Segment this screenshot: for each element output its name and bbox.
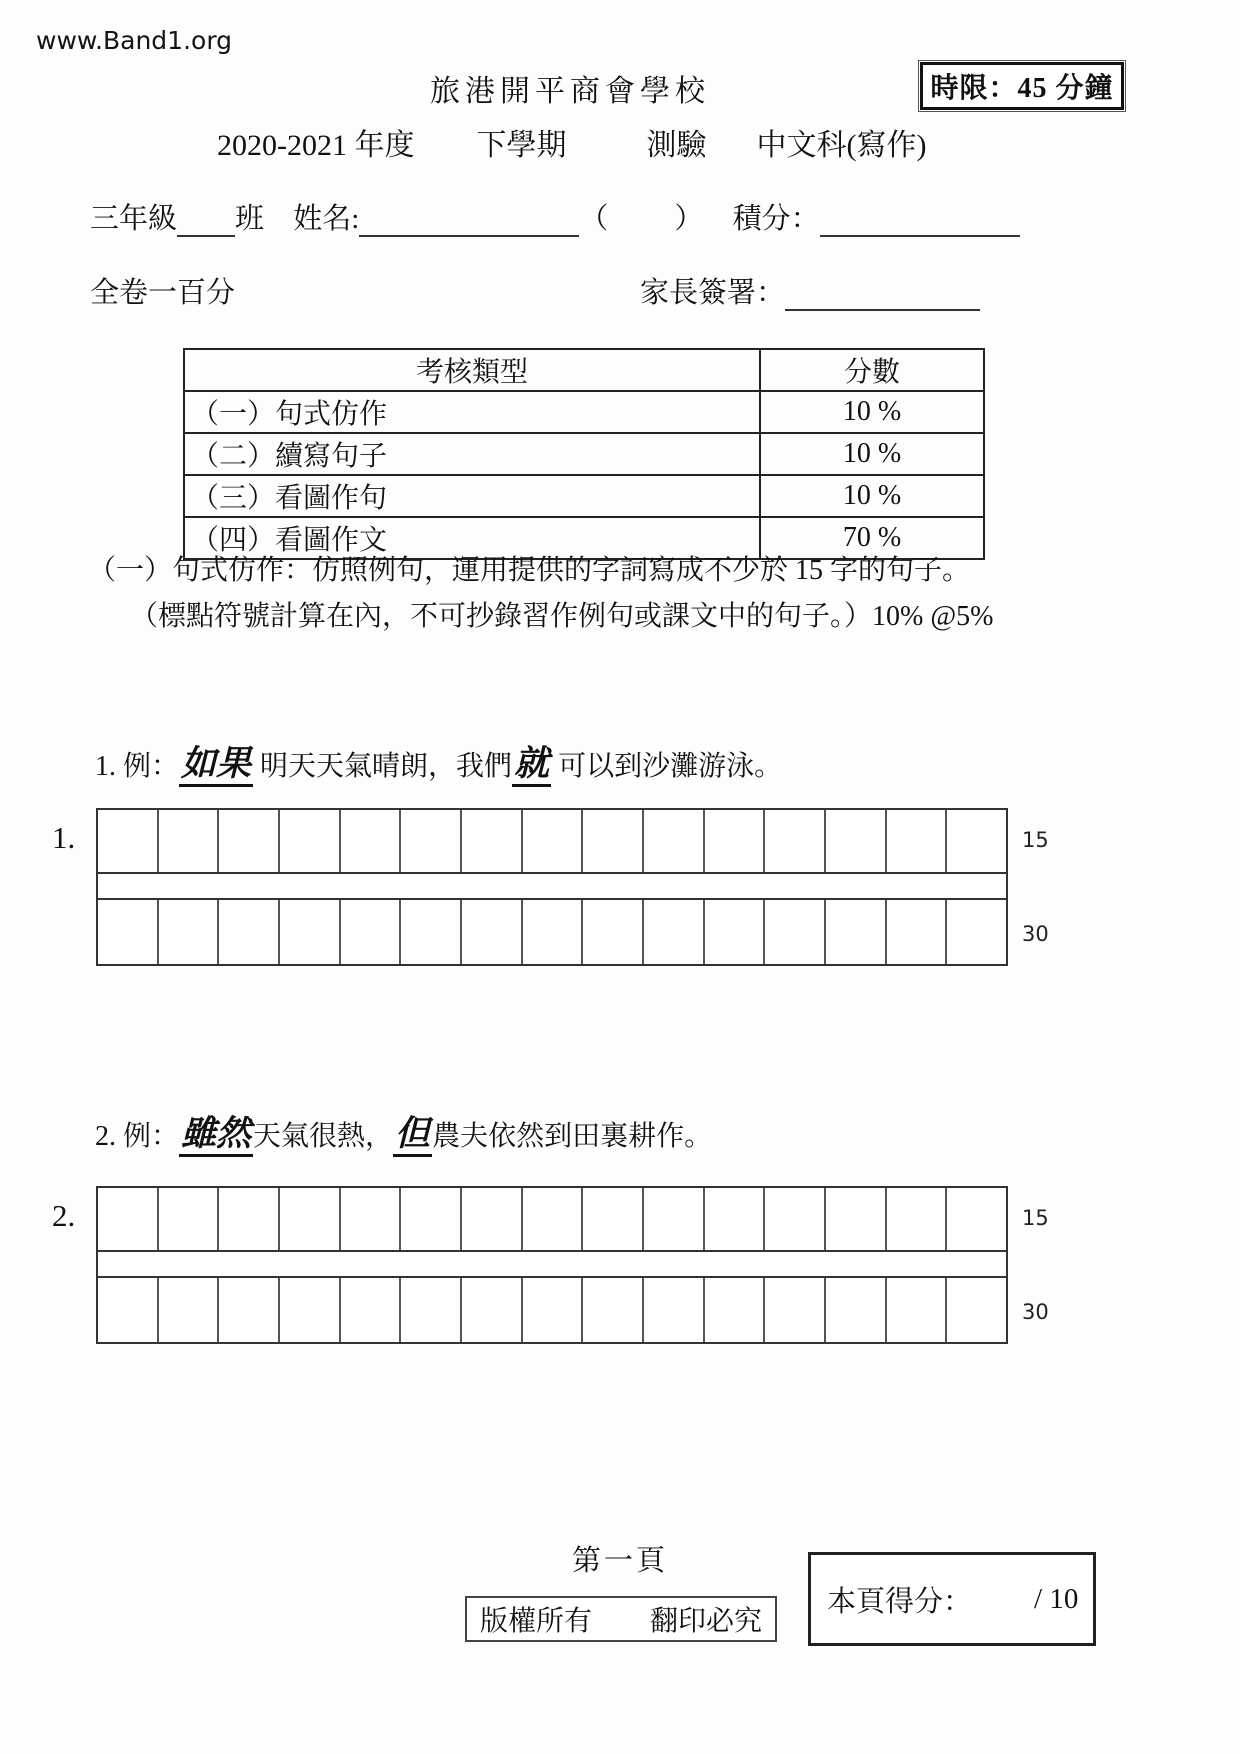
char-cell[interactable] [159, 900, 220, 964]
char-cell[interactable] [523, 810, 584, 872]
char-cell[interactable] [341, 810, 402, 872]
char-cell[interactable] [826, 1188, 887, 1250]
char-cell[interactable] [887, 900, 948, 964]
school-name-title: 旅港開平商會學校 [430, 75, 710, 108]
page-score-value: / 10 [1034, 1582, 1079, 1615]
grid-row-2[interactable] [98, 900, 1006, 964]
char-cell[interactable] [644, 810, 705, 872]
time-limit-box [920, 62, 1124, 110]
class-blank-field[interactable] [177, 207, 235, 237]
example-suffix: 農夫依然到田裏耕作。 [432, 1121, 713, 1152]
char-cell[interactable] [219, 1278, 280, 1342]
exam-subtitle [217, 120, 926, 164]
page-score-label: 本頁得分： [827, 1585, 973, 1618]
char-cell[interactable] [583, 1188, 644, 1250]
grid-row-1[interactable] [98, 1188, 1006, 1252]
char-cell[interactable] [765, 900, 826, 964]
char-cell[interactable] [644, 1188, 705, 1250]
char-cell[interactable] [947, 900, 1006, 964]
paren-open: （ [579, 203, 609, 235]
char-cell[interactable] [98, 1278, 159, 1342]
row-score-cell: 70 % [760, 517, 984, 559]
char-cell[interactable] [280, 900, 341, 964]
char-cell[interactable] [523, 900, 584, 964]
char-cell[interactable] [341, 1278, 402, 1342]
question-number-1: 1. [52, 820, 76, 855]
char-cell[interactable] [280, 1188, 341, 1250]
char-cell[interactable] [462, 1188, 523, 1250]
header-marks: 分數 [760, 349, 984, 391]
name-label: 姓名: [293, 203, 360, 235]
copyright-box [465, 1596, 777, 1642]
char-cell[interactable] [583, 900, 644, 964]
subtitle-exam-type: 測驗 [646, 129, 707, 162]
page-score-box [808, 1552, 1096, 1646]
grid-spacer-row [98, 874, 1006, 900]
section1-instruction-line2: （標點符號計算在內，不可抄錄習作例句或課文中的句子。）10% @5% [130, 601, 994, 632]
char-count-label-30: 30 [1022, 922, 1049, 946]
subtitle-term: 下學期 [476, 129, 567, 162]
char-cell[interactable] [159, 1278, 220, 1342]
char-cell[interactable] [887, 1278, 948, 1342]
table-row [184, 391, 984, 433]
grid-row-1[interactable] [98, 810, 1006, 874]
row-type-cell: （四）看圖作文 [184, 517, 760, 559]
char-cell[interactable] [280, 810, 341, 872]
char-cell[interactable] [765, 1278, 826, 1342]
student-info-row [90, 196, 1020, 237]
copyright-left: 版權所有 [479, 1606, 592, 1637]
row-score-cell: 10 % [760, 475, 984, 517]
char-cell[interactable] [219, 1188, 280, 1250]
char-cell[interactable] [644, 1278, 705, 1342]
answer-grid-q2[interactable] [96, 1186, 1008, 1344]
char-cell[interactable] [887, 1188, 948, 1250]
keyword-underlined: 但 [393, 1114, 432, 1157]
char-cell[interactable] [765, 1188, 826, 1250]
char-cell[interactable] [159, 1188, 220, 1250]
char-cell[interactable] [341, 1188, 402, 1250]
answer-grid-q1[interactable] [96, 808, 1008, 966]
grid-row-2[interactable] [98, 1278, 1006, 1342]
example-middle: 明天天氣晴朗，我們 [253, 751, 513, 782]
char-cell[interactable] [462, 900, 523, 964]
char-cell[interactable] [280, 1278, 341, 1342]
char-cell[interactable] [947, 1188, 1006, 1250]
char-cell[interactable] [401, 900, 462, 964]
char-cell[interactable] [644, 900, 705, 964]
name-blank-field[interactable] [359, 207, 579, 237]
char-cell[interactable] [219, 900, 280, 964]
example-middle: 天氣很熱， [253, 1121, 394, 1152]
char-cell[interactable] [705, 1278, 766, 1342]
char-cell[interactable] [947, 1278, 1006, 1342]
parent-signature-row [640, 270, 980, 311]
table-row [184, 475, 984, 517]
subtitle-year: 2020-2021 年度 [217, 129, 415, 162]
char-cell[interactable] [219, 810, 280, 872]
char-cell[interactable] [341, 900, 402, 964]
row-score-cell: 10 % [760, 391, 984, 433]
char-cell[interactable] [523, 1278, 584, 1342]
char-cell[interactable] [826, 810, 887, 872]
char-cell[interactable] [98, 900, 159, 964]
char-cell[interactable] [887, 810, 948, 872]
char-count-label-15: 15 [1022, 1206, 1049, 1230]
section1-instruction-line1: （一）句式仿作：仿照例句，運用提供的字詞寫成不少於 15 字的句子。 [88, 555, 971, 586]
char-cell[interactable] [98, 1188, 159, 1250]
example-sentence-2 [95, 1106, 712, 1156]
keyword-underlined: 就 [512, 744, 551, 787]
char-cell[interactable] [705, 810, 766, 872]
char-cell[interactable] [523, 1188, 584, 1250]
row-type-cell: （一）句式仿作 [184, 391, 760, 433]
copyright-right: 翻印必究 [650, 1606, 763, 1637]
row-type-cell: （三）看圖作句 [184, 475, 760, 517]
table-row [184, 433, 984, 475]
grade-label: 三年級 [90, 203, 178, 235]
total-marks-label: 全卷一百分 [90, 277, 236, 309]
time-limit-text: 時限：45 分鐘 [930, 73, 1114, 104]
header-assessment-type: 考核類型 [184, 349, 760, 391]
question-number-2: 2. [52, 1198, 76, 1233]
keyword-underlined: 如果 [179, 744, 253, 787]
char-cell[interactable] [583, 810, 644, 872]
paren-close: ） [674, 203, 704, 235]
char-cell[interactable] [705, 1188, 766, 1250]
page-number-label: 第一頁 [571, 1545, 668, 1577]
char-cell[interactable] [462, 810, 523, 872]
row-score-cell: 10 % [760, 433, 984, 475]
example-prefix: 1. 例： [95, 751, 180, 782]
char-cell[interactable] [826, 1278, 887, 1342]
char-cell[interactable] [826, 900, 887, 964]
char-cell[interactable] [401, 1188, 462, 1250]
char-count-label-15: 15 [1022, 828, 1049, 852]
example-prefix: 2. 例： [95, 1121, 180, 1152]
example-sentence-1 [95, 736, 782, 786]
char-cell[interactable] [98, 810, 159, 872]
table-header-row [184, 349, 984, 391]
char-cell[interactable] [583, 1278, 644, 1342]
char-cell[interactable] [765, 810, 826, 872]
keyword-underlined: 雖然 [179, 1114, 253, 1157]
char-cell[interactable] [401, 810, 462, 872]
char-cell[interactable] [705, 900, 766, 964]
char-cell[interactable] [947, 810, 1006, 872]
example-suffix: 可以到沙灘游泳。 [551, 751, 783, 782]
parent-sign-label: 家長簽署： [640, 277, 786, 309]
score-label: 積分： [732, 203, 820, 235]
site-watermark: www.Band1.org [36, 26, 233, 55]
char-cell[interactable] [401, 1278, 462, 1342]
parent-signature-blank-field[interactable] [785, 281, 980, 311]
row-type-cell: （二）續寫句子 [184, 433, 760, 475]
char-cell[interactable] [462, 1278, 523, 1342]
grid-spacer-row [98, 1252, 1006, 1278]
score-blank-field[interactable] [820, 207, 1020, 237]
char-cell[interactable] [159, 810, 220, 872]
class-label: 班 [235, 203, 265, 235]
subtitle-subject: 中文科(寫作) [756, 129, 927, 162]
score-summary-table [183, 348, 985, 560]
char-count-label-30: 30 [1022, 1300, 1049, 1324]
